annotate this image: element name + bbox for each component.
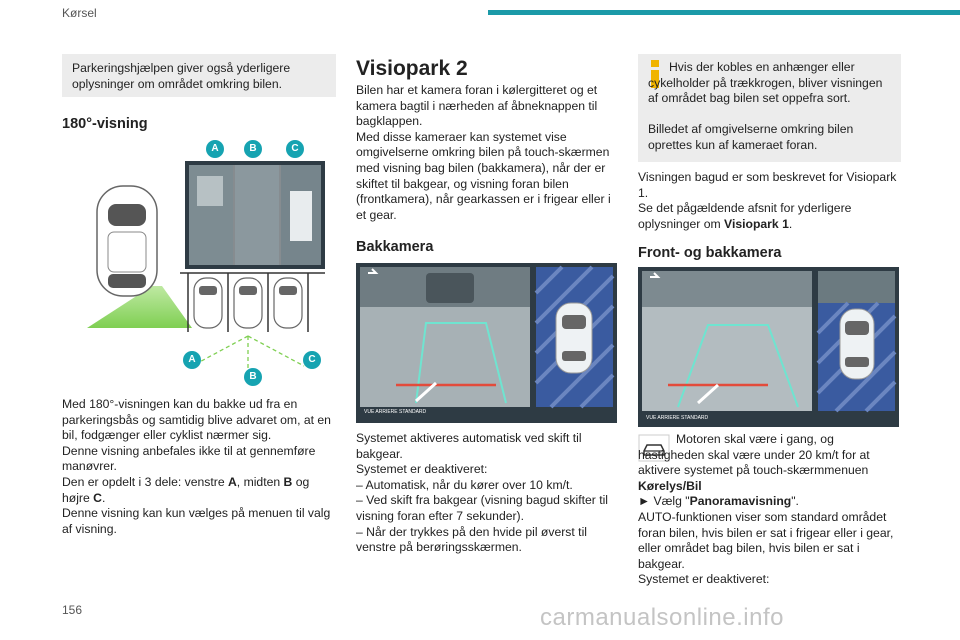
car-topview-icon-front xyxy=(840,309,874,379)
rear-screen-label: VUE ARRIERE STANDARD xyxy=(364,409,427,415)
para-180-warning: Denne visning anbefales ikke til at gennemføre manøvrer. xyxy=(62,443,316,474)
para-180-split: Den er opdelt i 3 dele: venstre A, midten B og højre C. xyxy=(62,474,310,505)
col3-ref xyxy=(638,170,902,232)
para-visiopark-display: Med disse kameraer kan systemet vise omgivelserne omkring bilen på touch-skærmen med visning bag bilen (bakkamera), når der er skiftet til bakgear, og visning foran bilen (frontkamera), når gearkassen er i frigear eller i et gear. xyxy=(356,129,611,222)
section-heading-bakkamera: Bakkamera xyxy=(356,239,434,255)
section-heading-front-rear: Front- og bakkamera xyxy=(638,245,782,261)
car-topview-icon-rear xyxy=(556,303,592,373)
menu-panoramavisning: Panoramavisning xyxy=(689,494,792,509)
para-180-intro: Med 180°-visningen kan du bakke ud fra en parkeringsbås og samtidig blive advaret om, at en bil, fodgænger eller cyklist nærmer sig. xyxy=(62,397,331,443)
figure-180-illustration xyxy=(82,136,332,388)
para-visiopark-cameras: Bilen har et kamera foran i kølergitteret og et kamera bagtil i nærheden af åbneknappen til bagklappen. xyxy=(356,83,598,129)
col3-body xyxy=(638,432,903,588)
para-select-panorama: ► Vælg "Panoramavisning". xyxy=(638,494,799,509)
watermark: carmanualsonline.info xyxy=(540,604,784,631)
car-topview-icon xyxy=(97,186,157,296)
front-rear-camera-screen xyxy=(638,267,899,427)
rear-camera-image xyxy=(356,263,617,423)
note-text: Parkeringshjælpen giver også yderligere oplysninger om området omkring bilen. xyxy=(72,61,291,91)
para-deact-arrow: – Når der trykkes på den hvide pil øverst til venstre på berøringsskærmen. xyxy=(356,524,587,555)
running-header: Kørsel xyxy=(62,6,97,20)
visiopark1-link: Visiopark 1 xyxy=(724,216,789,231)
info-box xyxy=(638,54,901,162)
col2-after xyxy=(356,431,618,556)
label-c-bottom: C xyxy=(303,351,321,369)
label-b-top: B xyxy=(244,140,262,158)
front-screen-label: VUE ARRIERE STANDARD xyxy=(646,415,709,421)
para-deact-speed: – Automatisk, når du kører over 10 km/t. xyxy=(356,477,573,492)
section-heading-180: 180°-visning xyxy=(62,116,148,132)
para-deact-gear: – Ved skift fra bakgear (visning bagud skifter til visning foran efter 7 sekunder). xyxy=(356,493,609,523)
label-a-top: A xyxy=(206,140,224,158)
note-box xyxy=(62,54,336,97)
para-deactivated-2: Systemet er deaktiveret: xyxy=(638,572,770,587)
info-camera-line: Billedet af omgivelserne omkring bilen oprettes kun af kameraet foran. xyxy=(648,122,854,152)
para-visiopark1-ref: Visningen bagud er som beskrevet for Visiopark 1. xyxy=(638,170,897,200)
para-deactivated: Systemet er deaktiveret: xyxy=(356,462,488,477)
page-title-visiopark-2: Visiopark 2 xyxy=(356,57,468,80)
info-trailer-line: Hvis der kobles en anhænger eller cykelholder på trækkrogen, bliver visningen af området bag bilen set oppefra sort. xyxy=(648,60,883,106)
label-a-bottom: A xyxy=(183,351,201,369)
label-b-bottom: B xyxy=(244,368,262,386)
header-accent-bar xyxy=(488,10,960,15)
col1-body xyxy=(62,397,338,537)
front-rear-camera-image xyxy=(638,267,899,427)
para-180-menu: Denne visning kan kun vælges på menuen til valg af visning. xyxy=(62,506,331,536)
para-see-section: Se det pågældende afsnit for yderligere oplysninger om Visiopark 1. xyxy=(638,201,852,231)
menu-korelys-bil: Kørelys/Bil xyxy=(638,478,702,493)
para-auto-activation: Systemet aktiveres automatisk ved skift til bakgear. xyxy=(356,431,582,461)
para-engine-speed: Motoren skal være i gang, og hastigheden skal være under 20 km/t for at aktivere systemet på touch-skærmmenuen Kørelys/Bil xyxy=(638,432,870,493)
info-text-2 xyxy=(648,122,893,153)
label-c-top: C xyxy=(286,140,304,158)
info-text xyxy=(648,60,893,107)
page-number: 156 xyxy=(62,603,83,617)
para-auto-function: AUTO-funktionen viser som standard området foran bilen, hvis bilen er sat i frigear eller i gear, eller området bag bilen, hvis bilen er sat i bakgear. xyxy=(638,509,894,571)
col2-intro xyxy=(356,83,618,223)
figure-180-view xyxy=(82,136,332,388)
rear-camera-screen xyxy=(356,263,617,423)
